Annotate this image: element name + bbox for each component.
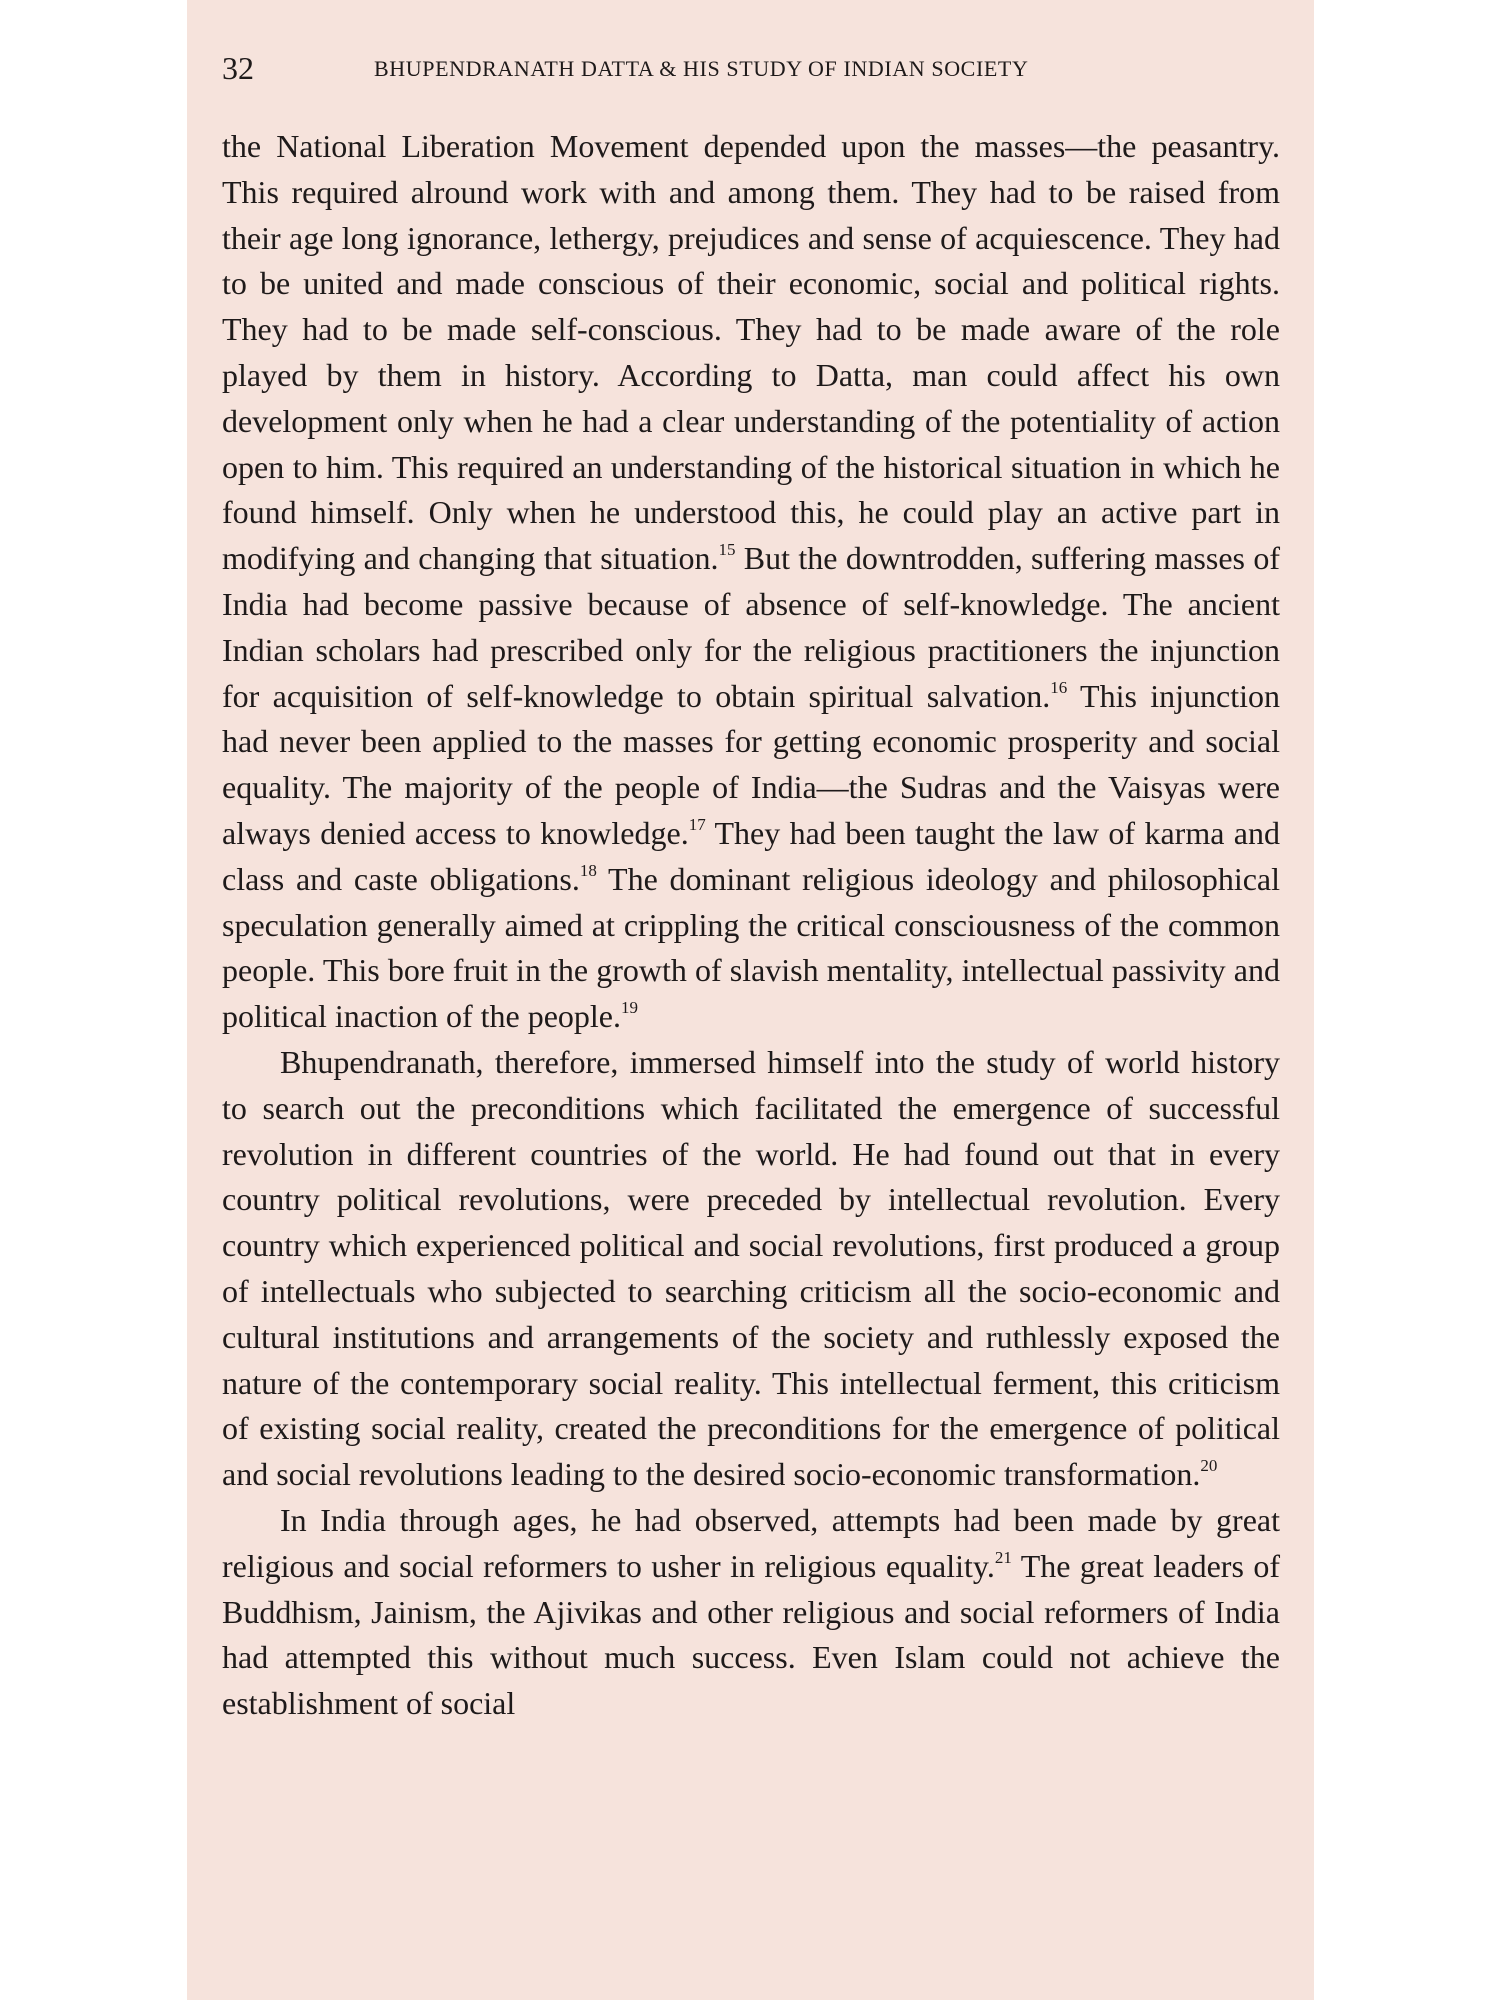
footnote-marker: 15	[718, 540, 736, 560]
footnote-marker: 19	[620, 998, 638, 1018]
book-page	[187, 0, 1314, 2000]
text-run: Bhupendranath, therefore, immersed himself into the study of world history to search out the preconditions which facilitated the emergence of successful revolution in different countries of the world. He had found out that in every country political revolutions, were preceded by intellectual revolution. Every country which experienced political and social revolutions, first produced a group of intellectuals who subjected to searching criticism all the socio-economic and cultural institutions and arrangements of the society and ruthlessly exposed the nature of the contemporary social reality. This intellectual ferment, this criticism of existing social reality, created the preconditions for the emergence of political and social revolutions leading to the desired socio-economic transformation.	[222, 1043, 1280, 1493]
text-run: The great leaders of Buddhism, Jainism, the Ajivikas and other religious and social reformers of India had attempted this without much success. Even Islam could not achieve the establishment of social	[222, 1547, 1281, 1722]
text-run: This injunction had never been applied to the masses for getting economic prosperity and social equality. The majority of the people of India—the Sudras and the Vaisyas were always denied access to knowledge.	[222, 677, 1281, 851]
footnote-marker: 17	[688, 814, 706, 834]
text-run: The dominant religious ideology and philosophical speculation generally aimed at crippling the critical consciousness of the common people. This bore fruit in the growth of slavish mentality, intellectual passivity and political inaction of the people.	[222, 860, 1281, 1035]
page-number: 32	[222, 50, 254, 86]
text-run: In India through ages, he had observed, attempts had been made by great religious and social reformers to usher in religious equality.	[222, 1501, 1280, 1584]
footnote-marker: 18	[579, 860, 597, 880]
paragraph	[222, 124, 1280, 1040]
footnote-marker: 21	[994, 1547, 1012, 1567]
text-run: But the downtrodden, suffering masses of India had become passive because of absence of self-knowledge. The ancient Indian scholars had prescribed only for the religious practitioners the injunction for acquisition of self-knowledge to obtain spiritual salvation.	[222, 540, 1281, 714]
text-run: the National Liberation Movement depended upon the masses—the peasantry. This required alround work with and among them. They had to be raised from their age long ignorance, lethergy, prejudices and sense of acquiescence. They had to be united and made conscious of their economic, social and political rights. They had to be made self-conscious. They had to be made aware of the role played by them in history. According to Datta, man could affect his own development only when he had a clear understanding of the potentiality of action open to him. This required an understanding of the historical situation in which he found himself. Only when he understood this, he could play an active part in modifying and changing that situation.	[222, 128, 1280, 577]
footnote-marker: 20	[1200, 1456, 1218, 1476]
paragraph	[222, 1498, 1280, 1727]
body-text	[222, 124, 1280, 1727]
running-head	[222, 48, 1287, 88]
footnote-marker: 16	[1050, 677, 1068, 697]
paragraph	[222, 1040, 1280, 1498]
text-run: They had been taught the law of karma and class and caste obligations.	[222, 814, 1281, 897]
running-title: BHUPENDRANATH DATTA & HIS STUDY OF INDIAN SOCIETY	[374, 56, 1029, 81]
